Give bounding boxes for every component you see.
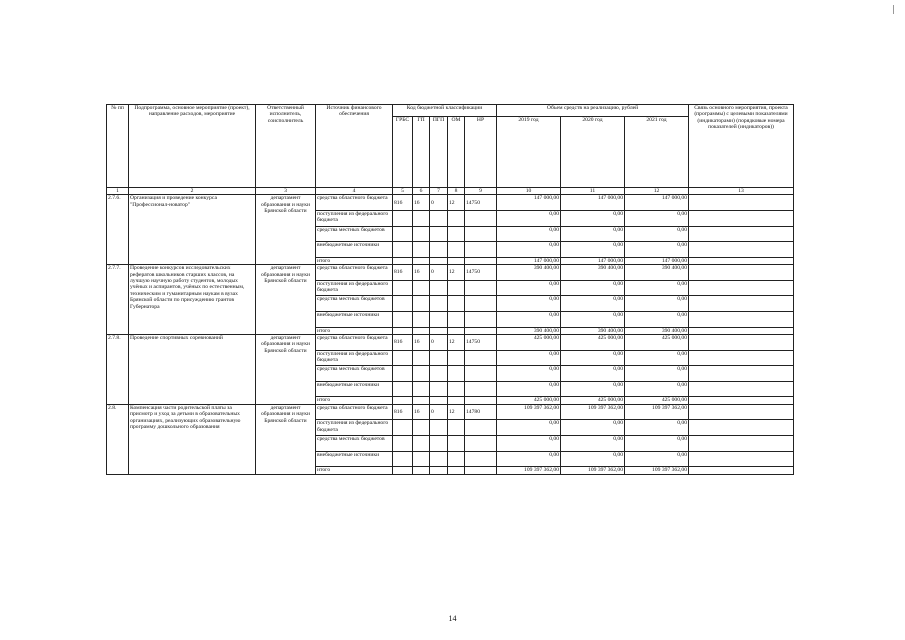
funding-source: внебюджетные источники: [316, 451, 393, 467]
funding-source: поступления из федерального бюджета: [316, 420, 393, 436]
budget-code-cell: [413, 257, 430, 264]
indicator-link-cell: [689, 280, 794, 296]
funding-source: итого: [316, 257, 393, 264]
header-code-gp: ГП: [413, 117, 430, 188]
amount-cell: 109 397 362,00: [625, 404, 689, 420]
budget-code-cell: [465, 280, 497, 296]
budget-code-cell: [430, 435, 448, 451]
amount-cell: 0,00: [625, 381, 689, 397]
budget-code-cell: [465, 311, 497, 327]
budget-code-cell: [413, 467, 430, 474]
amount-cell: 425 000,00: [497, 397, 561, 404]
budget-code-cell: [430, 381, 448, 397]
budget-code-cell: [430, 327, 448, 334]
funding-source: внебюджетные источники: [316, 311, 393, 327]
amount-cell: 109 397 362,00: [625, 467, 689, 474]
indicator-link-cell: [689, 242, 794, 258]
funding-source: поступления из федерального бюджета: [316, 280, 393, 296]
budget-code-cell: 12: [448, 195, 465, 211]
amount-cell: 0,00: [625, 211, 689, 227]
budget-code-cell: [430, 311, 448, 327]
amount-cell: 0,00: [497, 350, 561, 366]
header-code-pgp: ПГП: [430, 117, 448, 188]
amount-cell: 0,00: [625, 435, 689, 451]
budget-code-cell: [465, 327, 497, 334]
amount-cell: 0,00: [625, 451, 689, 467]
amount-cell: 0,00: [625, 242, 689, 258]
budget-code-cell: [448, 435, 465, 451]
funding-source: итого: [316, 397, 393, 404]
budget-code-cell: 0: [430, 195, 448, 211]
amount-cell: 0,00: [561, 420, 625, 436]
budget-code-cell: [393, 467, 413, 474]
budget-code-cell: [393, 397, 413, 404]
budget-code-cell: [465, 211, 497, 227]
budget-code-cell: 14750: [465, 265, 497, 281]
budget-code-cell: 816: [393, 265, 413, 281]
amount-cell: 0,00: [625, 350, 689, 366]
item-executor: департамент образования и науки Брянской области: [256, 265, 316, 335]
funding-source: внебюджетные источники: [316, 242, 393, 258]
budget-code-cell: 12: [448, 404, 465, 420]
amount-cell: 147 000,00: [561, 257, 625, 264]
column-number: 12: [625, 188, 689, 195]
budget-code-cell: [448, 211, 465, 227]
funding-source: средства областного бюджета: [316, 404, 393, 420]
budget-code-cell: [413, 296, 430, 312]
budget-code-cell: [448, 280, 465, 296]
amount-cell: 425 000,00: [561, 397, 625, 404]
budget-code-cell: [465, 397, 497, 404]
budget-code-cell: [465, 467, 497, 474]
amount-cell: 0,00: [497, 381, 561, 397]
budget-code-cell: [465, 451, 497, 467]
amount-cell: 390 400,00: [561, 265, 625, 281]
amount-cell: 147 000,00: [497, 257, 561, 264]
budget-code-cell: [393, 435, 413, 451]
header-executor: Ответственный исполнитель, соисполнитель: [256, 105, 316, 188]
amount-cell: 0,00: [497, 311, 561, 327]
budget-code-cell: [465, 350, 497, 366]
budget-code-cell: [413, 242, 430, 258]
amount-cell: 390 400,00: [625, 327, 689, 334]
budget-code-cell: [413, 327, 430, 334]
budget-code-cell: 816: [393, 334, 413, 350]
item-executor: департамент образования и науки Брянской области: [256, 404, 316, 474]
budget-code-cell: [465, 296, 497, 312]
item-executor: департамент образования и науки Брянской области: [256, 334, 316, 404]
indicator-link-cell: [689, 420, 794, 436]
budget-code-cell: [448, 311, 465, 327]
budget-code-cell: [465, 435, 497, 451]
amount-cell: 425 000,00: [497, 334, 561, 350]
amount-cell: 425 000,00: [625, 397, 689, 404]
item-name: Организация и проведение конкурса "Профессионал-новатор": [129, 195, 256, 265]
budget-code-cell: 0: [430, 404, 448, 420]
amount-cell: 0,00: [497, 451, 561, 467]
budget-code-cell: [413, 226, 430, 242]
budget-code-cell: [413, 435, 430, 451]
amount-cell: 147 000,00: [625, 257, 689, 264]
budget-code-cell: 816: [393, 404, 413, 420]
column-number: 1: [107, 188, 129, 195]
funding-source: внебюджетные источники: [316, 381, 393, 397]
budget-code-cell: [430, 226, 448, 242]
scan-edge-mark: [893, 5, 894, 14]
table-row: [107, 265, 794, 281]
budget-code-cell: 0: [430, 265, 448, 281]
amount-cell: 0,00: [561, 381, 625, 397]
budget-code-cell: [430, 296, 448, 312]
budget-code-cell: [393, 242, 413, 258]
column-number: 9: [465, 188, 497, 195]
column-number: 4: [316, 188, 393, 195]
indicator-link-cell: [689, 404, 794, 420]
amount-cell: 0,00: [561, 311, 625, 327]
funding-source: средства местных бюджетов: [316, 296, 393, 312]
budget-code-cell: [413, 211, 430, 227]
funding-source: средства местных бюджетов: [316, 226, 393, 242]
indicator-link-cell: [689, 257, 794, 264]
indicator-link-cell: [689, 350, 794, 366]
budget-code-cell: [430, 420, 448, 436]
header-year-2020: 2020 год: [561, 117, 625, 188]
amount-cell: 0,00: [497, 420, 561, 436]
column-number: 5: [393, 188, 413, 195]
indicator-link-cell: [689, 195, 794, 211]
funding-table: [106, 104, 794, 475]
amount-cell: 109 397 362,00: [561, 404, 625, 420]
amount-cell: 0,00: [561, 366, 625, 382]
budget-code-cell: 0: [430, 334, 448, 350]
budget-code-cell: 16: [413, 404, 430, 420]
table-row: [107, 334, 794, 350]
budget-code-cell: [430, 257, 448, 264]
header-code-nr: НР: [465, 117, 497, 188]
amount-cell: 0,00: [625, 420, 689, 436]
amount-cell: 425 000,00: [625, 334, 689, 350]
header-year-2019: 2019 год: [497, 117, 561, 188]
funding-source: итого: [316, 327, 393, 334]
item-number: 2.7.7.: [107, 265, 129, 335]
budget-code-cell: [393, 381, 413, 397]
budget-code-cell: 12: [448, 334, 465, 350]
column-number: 2: [129, 188, 256, 195]
budget-code-cell: [393, 296, 413, 312]
item-name: Проведение спортивных соревнований: [129, 334, 256, 404]
indicator-link-cell: [689, 467, 794, 474]
amount-cell: 0,00: [497, 366, 561, 382]
funding-source: средства местных бюджетов: [316, 435, 393, 451]
amount-cell: 0,00: [561, 226, 625, 242]
budget-code-cell: 14750: [465, 195, 497, 211]
amount-cell: 0,00: [625, 296, 689, 312]
budget-code-cell: [430, 350, 448, 366]
item-executor: департамент образования и науки Брянской области: [256, 195, 316, 265]
header-link: Связь основного мероприятия, проекта (программы) с целевыми показателями (индикаторами) (порядковые номера показателей (индикаторов)): [689, 105, 794, 188]
amount-cell: 0,00: [497, 280, 561, 296]
funding-source: средства местных бюджетов: [316, 366, 393, 382]
indicator-link-cell: [689, 296, 794, 312]
column-number: 7: [430, 188, 448, 195]
header-source: Источник финансового обеспечения: [316, 105, 393, 188]
amount-cell: 0,00: [561, 280, 625, 296]
item-number: 2.7.6.: [107, 195, 129, 265]
amount-cell: 390 400,00: [561, 327, 625, 334]
amount-cell: 0,00: [625, 226, 689, 242]
budget-code-cell: [448, 381, 465, 397]
item-number: 2.7.8.: [107, 334, 129, 404]
amount-cell: 425 000,00: [561, 334, 625, 350]
indicator-link-cell: [689, 381, 794, 397]
budget-code-cell: [430, 242, 448, 258]
funding-source: поступления из федерального бюджета: [316, 350, 393, 366]
indicator-link-cell: [689, 226, 794, 242]
funding-source: средства областного бюджета: [316, 195, 393, 211]
budget-code-cell: [465, 257, 497, 264]
budget-code-cell: [465, 242, 497, 258]
budget-code-cell: [448, 257, 465, 264]
indicator-link-cell: [689, 265, 794, 281]
budget-code-cell: 14750: [465, 334, 497, 350]
budget-code-cell: [413, 280, 430, 296]
header-num: № пп: [107, 105, 129, 188]
amount-cell: 0,00: [625, 366, 689, 382]
budget-code-cell: [465, 381, 497, 397]
amount-cell: 0,00: [561, 296, 625, 312]
amount-cell: 0,00: [561, 350, 625, 366]
header-volume: Объем средств на реализацию, рублей: [497, 105, 689, 117]
budget-code-cell: [430, 280, 448, 296]
budget-code-cell: [448, 366, 465, 382]
amount-cell: 0,00: [497, 296, 561, 312]
amount-cell: 390 400,00: [625, 265, 689, 281]
budget-code-cell: 16: [413, 265, 430, 281]
header-code-grbs: ГРБС: [393, 117, 413, 188]
indicator-link-cell: [689, 451, 794, 467]
amount-cell: 0,00: [625, 280, 689, 296]
budget-code-cell: [448, 296, 465, 312]
budget-code-cell: [393, 420, 413, 436]
budget-code-cell: [413, 381, 430, 397]
budget-code-cell: [465, 366, 497, 382]
budget-code-cell: [430, 451, 448, 467]
amount-cell: 0,00: [561, 435, 625, 451]
budget-code-cell: [430, 211, 448, 227]
budget-code-cell: [413, 366, 430, 382]
funding-source: средства областного бюджета: [316, 265, 393, 281]
amount-cell: 0,00: [561, 242, 625, 258]
budget-code-cell: [393, 211, 413, 227]
amount-cell: 147 000,00: [625, 195, 689, 211]
budget-code-cell: [413, 311, 430, 327]
item-name: Проведение конкурсов исследовательских рефератов школьников старших классов, на лучшую научную работу студентов, молодых учёных и аспирантов, учёных по естественным, техническим и гуманитарным наукам в вузах Брянской области по присуждению грантов Губернатора: [129, 265, 256, 335]
indicator-link-cell: [689, 311, 794, 327]
table-row: [107, 404, 794, 420]
column-number: 6: [413, 188, 430, 195]
indicator-link-cell: [689, 366, 794, 382]
amount-cell: 0,00: [561, 451, 625, 467]
budget-code-cell: 14780: [465, 404, 497, 420]
budget-code-cell: [448, 226, 465, 242]
amount-cell: 0,00: [497, 435, 561, 451]
budget-code-cell: [393, 257, 413, 264]
budget-code-cell: 12: [448, 265, 465, 281]
header-year-2021: 2021 год: [625, 117, 689, 188]
budget-code-cell: [465, 420, 497, 436]
funding-source: поступления из федерального бюджета: [316, 211, 393, 227]
budget-code-cell: [448, 242, 465, 258]
budget-code-cell: [448, 397, 465, 404]
amount-cell: 390 400,00: [497, 265, 561, 281]
amount-cell: 0,00: [561, 211, 625, 227]
indicator-link-cell: [689, 397, 794, 404]
amount-cell: 109 397 362,00: [497, 467, 561, 474]
budget-code-cell: 16: [413, 334, 430, 350]
indicator-link-cell: [689, 327, 794, 334]
header-code-om: ОМ: [448, 117, 465, 188]
budget-code-cell: [393, 451, 413, 467]
budget-code-cell: [430, 366, 448, 382]
budget-code-cell: [430, 467, 448, 474]
header-budget-code: Код бюджетной классификации: [393, 105, 497, 117]
amount-cell: 0,00: [497, 226, 561, 242]
indicator-link-cell: [689, 334, 794, 350]
item-number: 2.8.: [107, 404, 129, 474]
funding-source: итого: [316, 467, 393, 474]
page-number: 14: [448, 614, 457, 623]
amount-cell: 147 000,00: [497, 195, 561, 211]
amount-cell: 0,00: [497, 242, 561, 258]
column-number: 8: [448, 188, 465, 195]
item-name: Компенсация части родительской платы за присмотр и уход за детьми в образовательных организациях, реализующих образовательную программу дошкольного образования: [129, 404, 256, 474]
budget-code-cell: [413, 451, 430, 467]
budget-code-cell: [448, 451, 465, 467]
budget-code-cell: [393, 327, 413, 334]
column-number: 13: [689, 188, 794, 195]
amount-cell: 0,00: [497, 211, 561, 227]
budget-code-cell: [393, 311, 413, 327]
budget-code-cell: [393, 226, 413, 242]
budget-code-cell: [393, 366, 413, 382]
indicator-link-cell: [689, 211, 794, 227]
column-number: 10: [497, 188, 561, 195]
funding-source: средства областного бюджета: [316, 334, 393, 350]
budget-code-cell: [413, 397, 430, 404]
amount-cell: 109 397 362,00: [497, 404, 561, 420]
amount-cell: 109 397 362,00: [561, 467, 625, 474]
budget-code-cell: [393, 350, 413, 366]
budget-code-cell: [448, 420, 465, 436]
budget-code-cell: [413, 350, 430, 366]
indicator-link-cell: [689, 435, 794, 451]
budget-code-cell: 816: [393, 195, 413, 211]
budget-code-cell: 16: [413, 195, 430, 211]
column-number: 3: [256, 188, 316, 195]
budget-code-cell: [448, 350, 465, 366]
budget-code-cell: [430, 397, 448, 404]
amount-cell: 0,00: [625, 311, 689, 327]
column-number: 11: [561, 188, 625, 195]
budget-code-cell: [448, 327, 465, 334]
header-program: Подпрограмма, основное мероприятие (проект), направление расходов, мероприятие: [129, 105, 256, 188]
budget-code-cell: [393, 280, 413, 296]
budget-code-cell: [465, 226, 497, 242]
budget-code-cell: [448, 467, 465, 474]
budget-code-cell: [413, 420, 430, 436]
amount-cell: 147 000,00: [561, 195, 625, 211]
table-row: [107, 195, 794, 211]
amount-cell: 390 400,00: [497, 327, 561, 334]
